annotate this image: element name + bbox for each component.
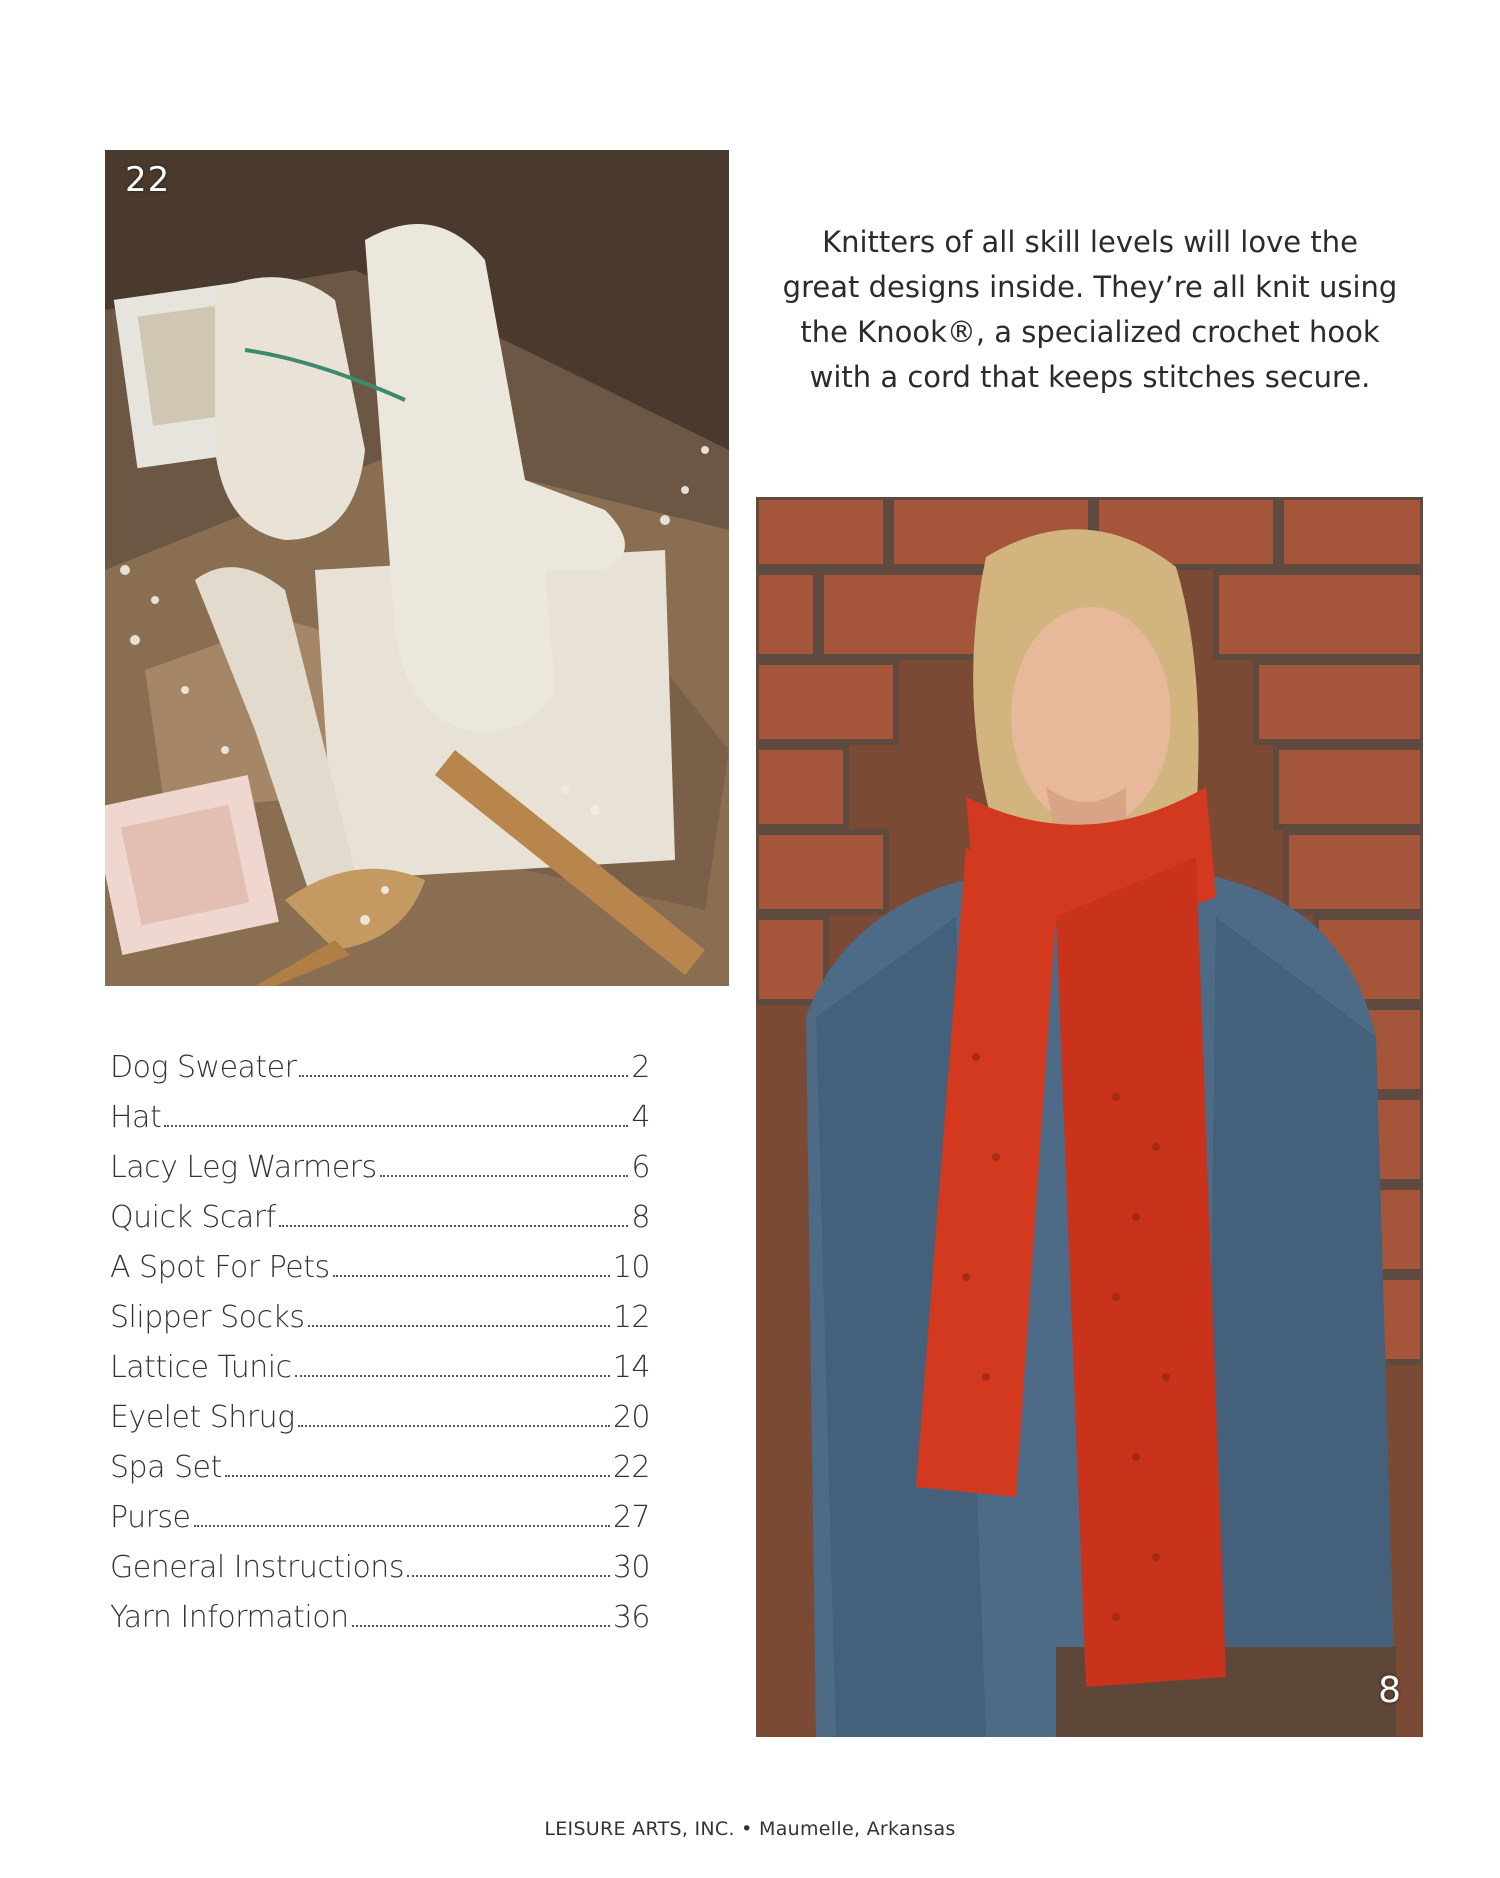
toc-title: Lattice Tunic [110,1350,292,1385]
toc-page: 4 [631,1100,650,1135]
toc-leader [164,1124,628,1127]
toc-title: Quick Scarf [110,1200,276,1235]
toc-leader [380,1174,629,1177]
toc-leader [225,1474,610,1477]
toc-title: General Instructions [110,1550,404,1585]
intro-line: Knitters of all skill levels will love the [822,225,1358,259]
toc-item-yarn-information[interactable] [110,1600,650,1650]
toc-item-purse[interactable] [110,1500,650,1550]
intro-line: great designs inside. They’re all knit using [782,270,1398,304]
toc-item-general-instructions[interactable] [110,1550,650,1600]
toc-page: 30 [612,1550,650,1585]
toc-leader [308,1324,610,1327]
toc-title: Yarn Information [110,1600,349,1635]
spa-set-page-number: 22 [125,160,171,200]
toc-item-slipper-socks[interactable] [110,1300,650,1350]
toc-title: Lacy Leg Warmers [110,1150,377,1185]
toc-item-eyelet-shrug[interactable] [110,1400,650,1450]
table-of-contents [110,1050,650,1650]
toc-page: 10 [612,1250,650,1285]
toc-page: 27 [612,1500,650,1535]
quick-scarf-photo [756,497,1423,1737]
quick-scarf-page-number: 8 [1378,1670,1401,1711]
intro-text [760,220,1420,400]
toc-page: 6 [631,1150,650,1185]
toc-item-lattice-tunic[interactable] [110,1350,650,1400]
toc-title: Hat [110,1100,162,1135]
toc-page: 8 [631,1200,650,1235]
intro-line: the Knook®, a specialized crochet hook [800,315,1380,349]
toc-leader [407,1574,610,1577]
toc-item-a-spot-for-pets[interactable] [110,1250,650,1300]
toc-title: Slipper Socks [110,1300,305,1335]
toc-page: 36 [612,1600,650,1635]
toc-title: Spa Set [110,1450,222,1485]
toc-title: Eyelet Shrug [110,1400,295,1435]
toc-item-hat[interactable] [110,1100,650,1150]
toc-page: 22 [612,1450,650,1485]
toc-page: 14 [612,1350,650,1385]
toc-leader [333,1274,610,1277]
toc-item-dog-sweater[interactable] [110,1050,650,1100]
intro-line: with a cord that keeps stitches secure. [809,360,1371,394]
toc-leader [279,1224,629,1227]
toc-leader [194,1524,610,1527]
toc-item-spa-set[interactable] [110,1450,650,1500]
quick-scarf-illustration [756,497,1423,1737]
toc-title: A Spot For Pets [110,1250,330,1285]
spa-set-photo [105,150,729,986]
toc-title: Purse [110,1500,191,1535]
toc-title: Dog Sweater [110,1050,297,1085]
toc-page: 20 [612,1400,650,1435]
toc-page: 2 [631,1050,650,1085]
publisher-footer: LEISURE ARTS, INC. • Maumelle, Arkansas [544,1818,956,1840]
toc-leader [352,1624,610,1627]
toc-leader [295,1374,610,1377]
toc-item-lacy-leg-warmers[interactable] [110,1150,650,1200]
toc-item-quick-scarf[interactable] [110,1200,650,1250]
toc-leader [299,1074,628,1077]
toc-leader [298,1424,610,1427]
spa-set-illustration [105,150,729,986]
toc-page: 12 [612,1300,650,1335]
